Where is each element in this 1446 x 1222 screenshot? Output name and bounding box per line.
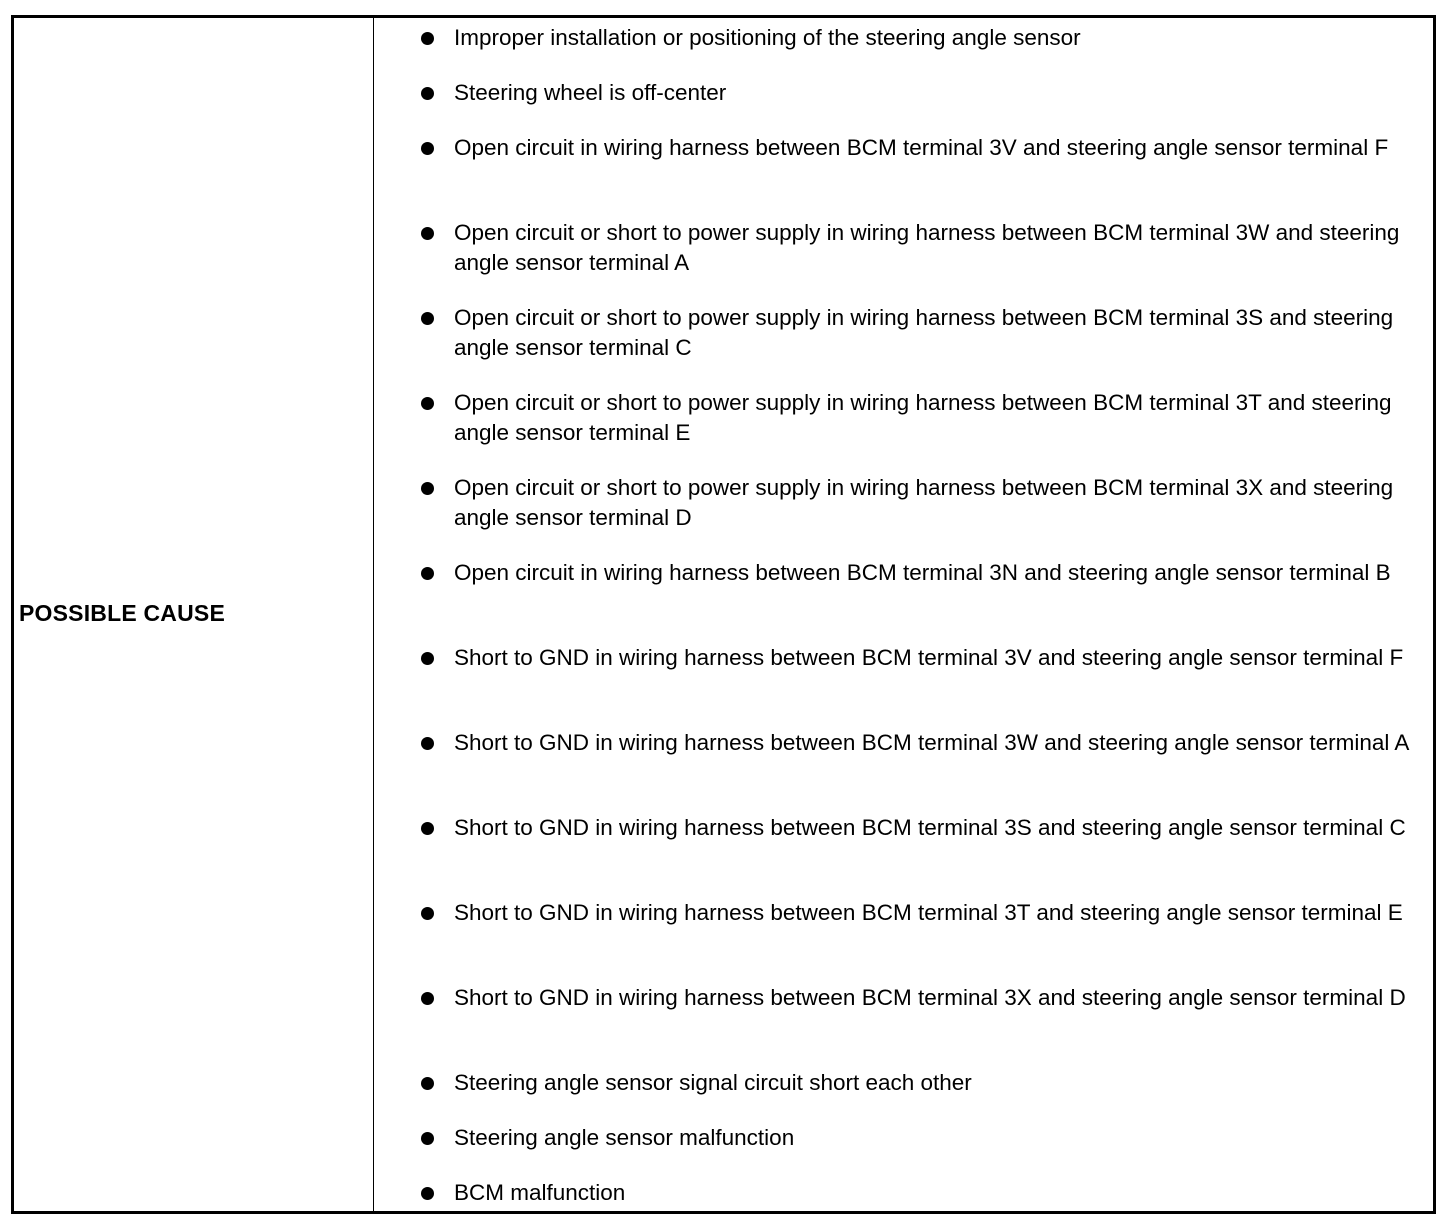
cause-text: Open circuit or short to power supply in wiring harness between BCM terminal 3W and steering angle sensor terminal A <box>454 220 1400 275</box>
bullet-icon <box>421 737 434 750</box>
cause-item <box>454 1123 1415 1153</box>
bullet-icon <box>421 822 434 835</box>
cause-text: Improper installation or positioning of the steering angle sensor <box>454 25 1081 50</box>
cause-item <box>454 643 1415 673</box>
cause-text: Open circuit or short to power supply in wiring harness between BCM terminal 3S and steering angle sensor terminal C <box>454 305 1394 360</box>
cause-text: Short to GND in wiring harness between BCM terminal 3W and steering angle sensor terminal A <box>454 730 1410 755</box>
bullet-icon <box>421 312 434 325</box>
bullet-icon <box>421 482 434 495</box>
cause-item <box>454 558 1415 588</box>
cause-text: Short to GND in wiring harness between BCM terminal 3T and steering angle sensor terminal E <box>454 900 1403 925</box>
bullet-icon <box>421 227 434 240</box>
cause-text: Steering angle sensor signal circuit short each other <box>454 1070 972 1095</box>
cause-item <box>454 388 1415 448</box>
cause-item <box>454 728 1415 758</box>
cause-text: Open circuit in wiring harness between BCM terminal 3N and steering angle sensor terminal B <box>454 560 1391 585</box>
cause-list <box>374 18 1433 1211</box>
cause-text: BCM malfunction <box>454 1180 626 1205</box>
cause-item <box>454 1068 1415 1098</box>
bullet-icon <box>421 652 434 665</box>
bullet-icon <box>421 32 434 45</box>
cause-text: Steering angle sensor malfunction <box>454 1125 795 1150</box>
bullet-icon <box>421 397 434 410</box>
bullet-icon <box>421 1077 434 1090</box>
possible-cause-table <box>11 15 1436 1214</box>
cause-text: Steering wheel is off-center <box>454 80 727 105</box>
cause-item <box>454 303 1415 363</box>
cause-item <box>454 813 1415 843</box>
label-cell <box>14 18 374 1211</box>
possible-cause-label: POSSIBLE CAUSE <box>19 600 226 626</box>
cause-item <box>454 983 1415 1013</box>
cause-item <box>454 218 1415 278</box>
cause-item <box>454 23 1415 53</box>
cause-item <box>454 133 1415 163</box>
bullet-icon <box>421 907 434 920</box>
cause-item <box>454 1178 1415 1208</box>
cause-text: Open circuit in wiring harness between BCM terminal 3V and steering angle sensor terminal F <box>454 135 1389 160</box>
bullet-icon <box>421 87 434 100</box>
bullet-icon <box>421 992 434 1005</box>
bullet-icon <box>421 1187 434 1200</box>
cause-item <box>454 78 1415 108</box>
cause-text: Short to GND in wiring harness between BCM terminal 3S and steering angle sensor terminal C <box>454 815 1406 840</box>
bullet-icon <box>421 142 434 155</box>
cause-text: Open circuit or short to power supply in wiring harness between BCM terminal 3T and steering angle sensor terminal E <box>454 390 1392 445</box>
cause-text: Open circuit or short to power supply in wiring harness between BCM terminal 3X and steering angle sensor terminal D <box>454 475 1394 530</box>
bullet-icon <box>421 1132 434 1145</box>
cause-text: Short to GND in wiring harness between BCM terminal 3V and steering angle sensor terminal F <box>454 645 1404 670</box>
cause-item <box>454 473 1415 533</box>
cause-item <box>454 898 1415 928</box>
bullet-icon <box>421 567 434 580</box>
cause-text: Short to GND in wiring harness between BCM terminal 3X and steering angle sensor terminal D <box>454 985 1406 1010</box>
